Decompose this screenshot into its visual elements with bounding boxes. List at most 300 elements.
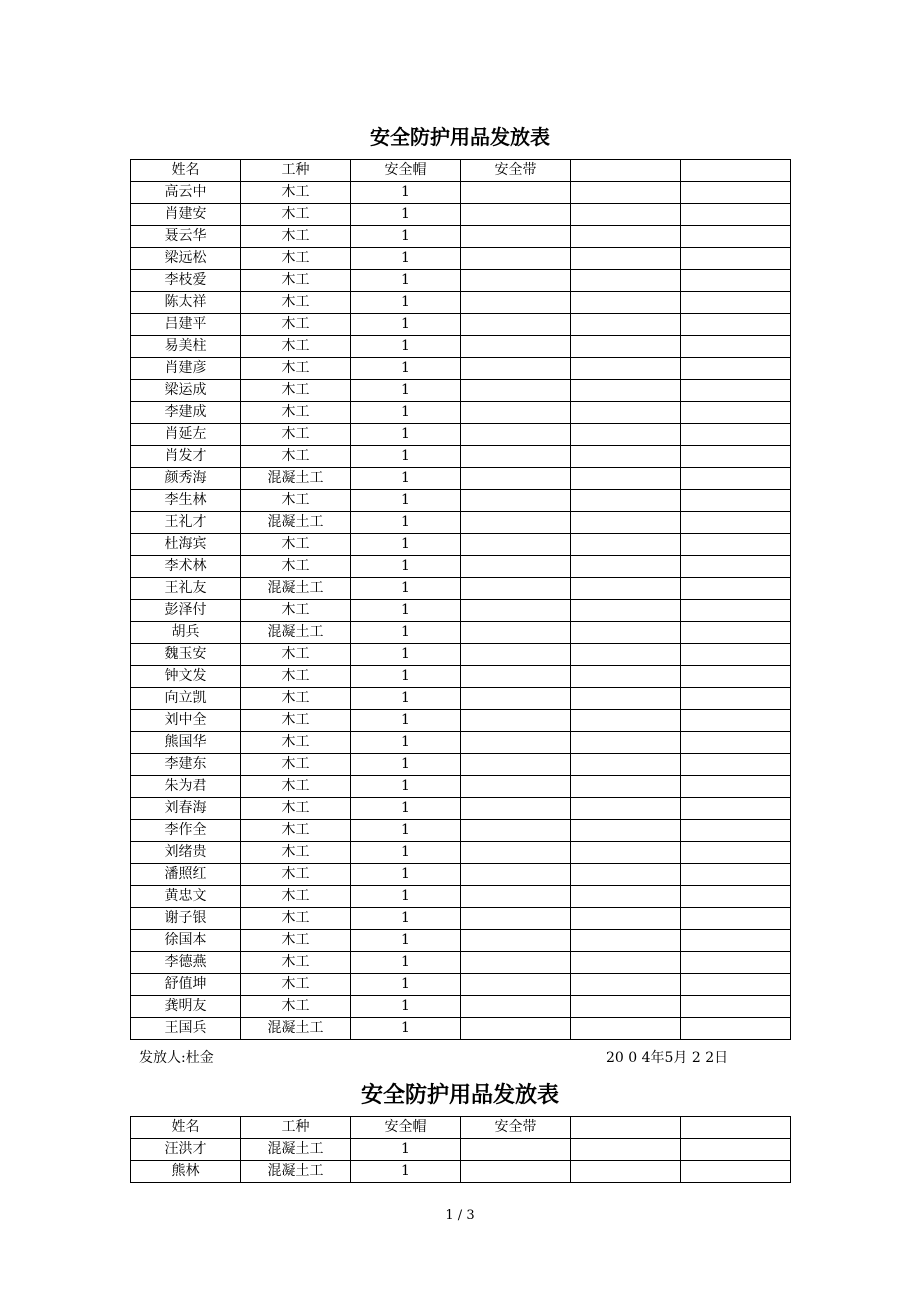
empty-cell: [681, 380, 791, 402]
empty-cell: [681, 798, 791, 820]
table-row: [131, 226, 791, 248]
table-row: [131, 402, 791, 424]
trade-cell: 木工: [241, 710, 351, 732]
helmet-cell: 1: [351, 402, 461, 424]
trade-cell: 木工: [241, 314, 351, 336]
trade-cell: 木工: [241, 490, 351, 512]
table-row: [131, 490, 791, 512]
trade-cell: 木工: [241, 974, 351, 996]
empty-cell: [571, 402, 681, 424]
empty-cell: [461, 314, 571, 336]
issuer-label: 发放人:杜金: [139, 1050, 214, 1066]
name-cell: 肖发才: [131, 446, 241, 468]
name-cell: 刘绪贵: [131, 842, 241, 864]
table-row: [131, 798, 791, 820]
empty-cell: [461, 578, 571, 600]
empty-cell: [461, 776, 571, 798]
name-cell: 谢子银: [131, 908, 241, 930]
helmet-cell: 1: [351, 1018, 461, 1040]
table-row: [131, 930, 791, 952]
table-row: [131, 314, 791, 336]
table-row: [131, 270, 791, 292]
trade-cell: 木工: [241, 754, 351, 776]
name-cell: 熊国华: [131, 732, 241, 754]
helmet-cell: 1: [351, 270, 461, 292]
empty-cell: [461, 336, 571, 358]
name-cell: 高云中: [131, 182, 241, 204]
page-title-2: 安全防护用品发放表: [360, 1083, 559, 1108]
helmet-cell: 1: [351, 512, 461, 534]
empty-cell: [681, 358, 791, 380]
empty-cell: [461, 688, 571, 710]
empty-cell: [571, 754, 681, 776]
name-cell: 汪洪才: [131, 1139, 241, 1161]
empty-cell: [571, 622, 681, 644]
empty-cell: [571, 776, 681, 798]
empty-cell: [461, 248, 571, 270]
header-cell: 姓名: [131, 160, 241, 182]
table-row: [131, 842, 791, 864]
empty-cell: [681, 754, 791, 776]
trade-cell: 木工: [241, 886, 351, 908]
helmet-cell: 1: [351, 622, 461, 644]
helmet-cell: 1: [351, 600, 461, 622]
helmet-cell: 1: [351, 974, 461, 996]
table-row: [131, 182, 791, 204]
name-cell: 肖建彦: [131, 358, 241, 380]
empty-cell: [461, 402, 571, 424]
name-cell: 舒值坤: [131, 974, 241, 996]
empty-cell: [571, 248, 681, 270]
table-row: [131, 292, 791, 314]
helmet-cell: 1: [351, 864, 461, 886]
helmet-cell: 1: [351, 292, 461, 314]
issue-date: 20 0 4年5月 2 2日: [606, 1050, 729, 1066]
empty-cell: [461, 292, 571, 314]
empty-cell: [681, 556, 791, 578]
name-cell: 潘照红: [131, 864, 241, 886]
empty-cell: [571, 996, 681, 1018]
trade-cell: 混凝土工: [241, 1161, 351, 1183]
table-row: [131, 776, 791, 798]
name-cell: 胡兵: [131, 622, 241, 644]
empty-cell: [461, 446, 571, 468]
page-number: 1 / 3: [445, 1208, 475, 1223]
empty-cell: [681, 666, 791, 688]
table-row: [131, 1161, 791, 1183]
empty-cell: [571, 1161, 681, 1183]
empty-cell: [681, 886, 791, 908]
table-row: [131, 578, 791, 600]
trade-cell: 混凝土工: [241, 1139, 351, 1161]
name-cell: 李枝爱: [131, 270, 241, 292]
table-row: [131, 380, 791, 402]
helmet-cell: 1: [351, 1139, 461, 1161]
name-cell: 刘中全: [131, 710, 241, 732]
trade-cell: 木工: [241, 908, 351, 930]
table-row: [131, 908, 791, 930]
empty-cell: [461, 798, 571, 820]
table-row: [131, 864, 791, 886]
name-cell: 刘春海: [131, 798, 241, 820]
helmet-cell: 1: [351, 490, 461, 512]
empty-cell: [571, 512, 681, 534]
trade-cell: 木工: [241, 952, 351, 974]
helmet-cell: 1: [351, 424, 461, 446]
empty-cell: [461, 974, 571, 996]
trade-cell: 木工: [241, 292, 351, 314]
name-cell: 肖延左: [131, 424, 241, 446]
helmet-cell: 1: [351, 908, 461, 930]
empty-cell: [681, 600, 791, 622]
helmet-cell: 1: [351, 666, 461, 688]
header-cell: [571, 1117, 681, 1139]
empty-cell: [571, 446, 681, 468]
header-row: [131, 160, 791, 182]
empty-cell: [461, 710, 571, 732]
empty-cell: [461, 908, 571, 930]
helmet-cell: 1: [351, 314, 461, 336]
empty-cell: [461, 424, 571, 446]
helmet-cell: 1: [351, 358, 461, 380]
empty-cell: [681, 842, 791, 864]
name-cell: 李建成: [131, 402, 241, 424]
empty-cell: [681, 204, 791, 226]
empty-cell: [681, 688, 791, 710]
issue-table-2: [130, 1116, 791, 1183]
helmet-cell: 1: [351, 248, 461, 270]
trade-cell: 木工: [241, 380, 351, 402]
trade-cell: 木工: [241, 424, 351, 446]
empty-cell: [571, 556, 681, 578]
helmet-cell: 1: [351, 886, 461, 908]
name-cell: 龚明友: [131, 996, 241, 1018]
empty-cell: [681, 864, 791, 886]
trade-cell: 混凝土工: [241, 468, 351, 490]
empty-cell: [461, 204, 571, 226]
name-cell: 肖建安: [131, 204, 241, 226]
empty-cell: [571, 798, 681, 820]
trade-cell: 木工: [241, 842, 351, 864]
empty-cell: [461, 666, 571, 688]
name-cell: 钟文发: [131, 666, 241, 688]
empty-cell: [461, 996, 571, 1018]
name-cell: 魏玉安: [131, 644, 241, 666]
name-cell: 黄忠文: [131, 886, 241, 908]
empty-cell: [571, 534, 681, 556]
helmet-cell: 1: [351, 644, 461, 666]
trade-cell: 木工: [241, 776, 351, 798]
table-row: [131, 556, 791, 578]
empty-cell: [681, 534, 791, 556]
trade-cell: 木工: [241, 798, 351, 820]
empty-cell: [571, 600, 681, 622]
empty-cell: [461, 600, 571, 622]
empty-cell: [571, 314, 681, 336]
empty-cell: [571, 974, 681, 996]
name-cell: 熊林: [131, 1161, 241, 1183]
helmet-cell: 1: [351, 996, 461, 1018]
table-row: [131, 952, 791, 974]
trade-cell: 木工: [241, 732, 351, 754]
table-row: [131, 974, 791, 996]
empty-cell: [681, 974, 791, 996]
empty-cell: [681, 578, 791, 600]
helmet-cell: 1: [351, 1161, 461, 1183]
table-row: [131, 732, 791, 754]
name-cell: 梁远松: [131, 248, 241, 270]
empty-cell: [461, 226, 571, 248]
empty-cell: [461, 842, 571, 864]
empty-cell: [571, 336, 681, 358]
empty-cell: [681, 248, 791, 270]
name-cell: 杜海宾: [131, 534, 241, 556]
helmet-cell: 1: [351, 226, 461, 248]
trade-cell: 混凝土工: [241, 1018, 351, 1040]
empty-cell: [571, 842, 681, 864]
trade-cell: 木工: [241, 446, 351, 468]
empty-cell: [681, 1018, 791, 1040]
helmet-cell: 1: [351, 798, 461, 820]
header-cell: 工种: [241, 160, 351, 182]
helmet-cell: 1: [351, 336, 461, 358]
empty-cell: [681, 644, 791, 666]
name-cell: 王礼友: [131, 578, 241, 600]
empty-cell: [571, 358, 681, 380]
table-row: [131, 424, 791, 446]
empty-cell: [571, 1139, 681, 1161]
empty-cell: [461, 732, 571, 754]
empty-cell: [571, 292, 681, 314]
trade-cell: 混凝土工: [241, 578, 351, 600]
trade-cell: 木工: [241, 248, 351, 270]
trade-cell: 混凝土工: [241, 512, 351, 534]
trade-cell: 木工: [241, 600, 351, 622]
empty-cell: [461, 864, 571, 886]
trade-cell: 木工: [241, 226, 351, 248]
helmet-cell: 1: [351, 578, 461, 600]
table-row: [131, 710, 791, 732]
empty-cell: [681, 182, 791, 204]
name-cell: 聂云华: [131, 226, 241, 248]
empty-cell: [461, 490, 571, 512]
header-cell: 安全带: [461, 1117, 571, 1139]
empty-cell: [571, 864, 681, 886]
empty-cell: [681, 952, 791, 974]
trade-cell: 木工: [241, 270, 351, 292]
empty-cell: [571, 424, 681, 446]
helmet-cell: 1: [351, 688, 461, 710]
table-row: [131, 1018, 791, 1040]
trade-cell: 混凝土工: [241, 622, 351, 644]
empty-cell: [461, 182, 571, 204]
table-row: [131, 1139, 791, 1161]
trade-cell: 木工: [241, 556, 351, 578]
empty-cell: [681, 446, 791, 468]
trade-cell: 木工: [241, 204, 351, 226]
table-row: [131, 622, 791, 644]
table-row: [131, 468, 791, 490]
helmet-cell: 1: [351, 842, 461, 864]
table-row: [131, 644, 791, 666]
empty-cell: [571, 226, 681, 248]
empty-cell: [461, 270, 571, 292]
helmet-cell: 1: [351, 204, 461, 226]
trade-cell: 木工: [241, 336, 351, 358]
empty-cell: [681, 490, 791, 512]
trade-cell: 木工: [241, 996, 351, 1018]
trade-cell: 木工: [241, 666, 351, 688]
empty-cell: [461, 644, 571, 666]
empty-cell: [571, 1018, 681, 1040]
empty-cell: [571, 204, 681, 226]
empty-cell: [681, 226, 791, 248]
name-cell: 颜秀海: [131, 468, 241, 490]
table-row: [131, 358, 791, 380]
helmet-cell: 1: [351, 710, 461, 732]
empty-cell: [571, 908, 681, 930]
empty-cell: [461, 930, 571, 952]
name-cell: 向立凯: [131, 688, 241, 710]
empty-cell: [571, 666, 681, 688]
name-cell: 李建东: [131, 754, 241, 776]
empty-cell: [681, 908, 791, 930]
table-row: [131, 534, 791, 556]
name-cell: 彭泽付: [131, 600, 241, 622]
header-cell: [571, 160, 681, 182]
empty-cell: [681, 402, 791, 424]
empty-cell: [461, 622, 571, 644]
header-cell: 安全帽: [351, 160, 461, 182]
header-cell: 安全帽: [351, 1117, 461, 1139]
empty-cell: [461, 754, 571, 776]
name-cell: 李德燕: [131, 952, 241, 974]
trade-cell: 木工: [241, 930, 351, 952]
trade-cell: 木工: [241, 358, 351, 380]
table-row: [131, 996, 791, 1018]
empty-cell: [461, 512, 571, 534]
empty-cell: [681, 1161, 791, 1183]
trade-cell: 木工: [241, 182, 351, 204]
helmet-cell: 1: [351, 468, 461, 490]
helmet-cell: 1: [351, 952, 461, 974]
table-row: [131, 512, 791, 534]
trade-cell: 木工: [241, 688, 351, 710]
helmet-cell: 1: [351, 556, 461, 578]
helmet-cell: 1: [351, 182, 461, 204]
name-cell: 梁运成: [131, 380, 241, 402]
table-row: [131, 886, 791, 908]
helmet-cell: 1: [351, 534, 461, 556]
empty-cell: [461, 886, 571, 908]
name-cell: 王国兵: [131, 1018, 241, 1040]
empty-cell: [461, 468, 571, 490]
empty-cell: [681, 732, 791, 754]
empty-cell: [681, 820, 791, 842]
empty-cell: [461, 820, 571, 842]
empty-cell: [571, 490, 681, 512]
name-cell: 徐国本: [131, 930, 241, 952]
helmet-cell: 1: [351, 820, 461, 842]
name-cell: 王礼才: [131, 512, 241, 534]
header-cell: [681, 160, 791, 182]
empty-cell: [571, 644, 681, 666]
helmet-cell: 1: [351, 776, 461, 798]
header-cell: 安全带: [461, 160, 571, 182]
helmet-cell: 1: [351, 732, 461, 754]
empty-cell: [681, 292, 791, 314]
table-row: [131, 336, 791, 358]
header-cell: [681, 1117, 791, 1139]
empty-cell: [681, 710, 791, 732]
table-row: [131, 600, 791, 622]
empty-cell: [681, 424, 791, 446]
header-cell: 工种: [241, 1117, 351, 1139]
empty-cell: [571, 732, 681, 754]
empty-cell: [461, 1018, 571, 1040]
issue-table: [130, 159, 791, 1040]
empty-cell: [461, 556, 571, 578]
helmet-cell: 1: [351, 380, 461, 402]
empty-cell: [681, 930, 791, 952]
header-cell: 姓名: [131, 1117, 241, 1139]
table-row: [131, 688, 791, 710]
helmet-cell: 1: [351, 446, 461, 468]
empty-cell: [461, 358, 571, 380]
empty-cell: [571, 578, 681, 600]
empty-cell: [681, 512, 791, 534]
empty-cell: [461, 1161, 571, 1183]
empty-cell: [461, 380, 571, 402]
empty-cell: [571, 182, 681, 204]
empty-cell: [571, 710, 681, 732]
table-row: [131, 820, 791, 842]
empty-cell: [571, 270, 681, 292]
page-title: 安全防护用品发放表: [370, 125, 550, 149]
empty-cell: [681, 314, 791, 336]
empty-cell: [571, 468, 681, 490]
empty-cell: [681, 622, 791, 644]
empty-cell: [681, 336, 791, 358]
trade-cell: 木工: [241, 402, 351, 424]
empty-cell: [571, 820, 681, 842]
empty-cell: [461, 952, 571, 974]
name-cell: 李生林: [131, 490, 241, 512]
trade-cell: 木工: [241, 644, 351, 666]
table-row: [131, 204, 791, 226]
empty-cell: [461, 534, 571, 556]
table-row: [131, 446, 791, 468]
table-row: [131, 248, 791, 270]
empty-cell: [681, 996, 791, 1018]
header-row: [131, 1117, 791, 1139]
name-cell: 易美柱: [131, 336, 241, 358]
empty-cell: [681, 468, 791, 490]
empty-cell: [571, 886, 681, 908]
trade-cell: 木工: [241, 820, 351, 842]
name-cell: 陈太祥: [131, 292, 241, 314]
helmet-cell: 1: [351, 754, 461, 776]
empty-cell: [571, 380, 681, 402]
name-cell: 李作全: [131, 820, 241, 842]
name-cell: 吕建平: [131, 314, 241, 336]
empty-cell: [681, 270, 791, 292]
empty-cell: [681, 1139, 791, 1161]
trade-cell: 木工: [241, 534, 351, 556]
table-row: [131, 754, 791, 776]
empty-cell: [571, 930, 681, 952]
name-cell: 朱为君: [131, 776, 241, 798]
